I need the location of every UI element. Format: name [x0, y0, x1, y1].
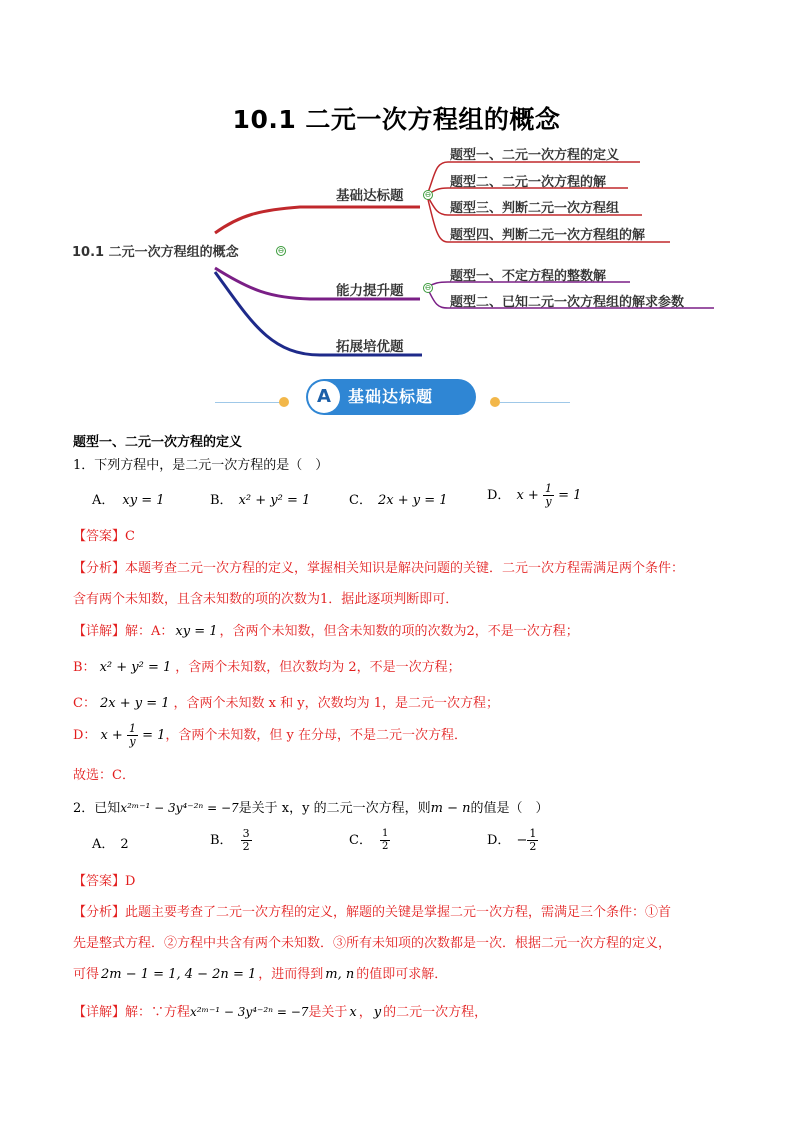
- q1-conclusion: 故选：C．: [73, 768, 135, 783]
- banner-dot-right: [490, 397, 500, 407]
- banner-line-right: [500, 402, 570, 403]
- q2-analysis-line1: 【分析】此题主要考查了二元一次方程的定义，解题的关键是掌握二元一次方程，需满足三个条件：①首: [73, 905, 672, 920]
- mindmap-leaf: 题型二、已知二元一次方程组的解求参数: [450, 295, 685, 310]
- question-1-stem: 1．下列方程中，是二元一次方程的是（ ）: [73, 458, 329, 473]
- mindmap-branch-improve: 能力提升题: [336, 283, 404, 299]
- banner-label: 基础达标题: [348, 387, 434, 406]
- page-title: 10.1 二元一次方程组的概念: [232, 105, 561, 134]
- q1-answer: 【答案】C: [73, 529, 135, 544]
- q2-option-d: D． − $\frac{1}{2}$: [487, 827, 537, 853]
- mindmap-branch-extend: 拓展培优题: [336, 339, 404, 355]
- collapse-icon[interactable]: ⊖: [424, 283, 432, 292]
- q1-detail-b: B： x² + y² = 1 ，含两个未知数，但次数均为 2，不是一次方程；: [73, 660, 461, 675]
- q1-detail-c: C： 2x + y = 1 ，含两个未知数 x 和 y，次数均为 1，是二元一次方程；: [73, 696, 499, 711]
- q2-detail: 【详解】解：∵方程x²ᵐ⁻¹ − 3y⁴⁻²ⁿ = −7是关于 x ， y 的二元一次方程，: [73, 1005, 488, 1020]
- q2-option-c: C． $\frac{1}{2}$: [349, 828, 389, 852]
- q1-detail-d: D： x + $\frac{1}{y}$ = 1，含两个未知数，但 y 在分母，不是二元一次方程．: [73, 722, 467, 748]
- banner-line-left: [215, 402, 285, 403]
- q1-analysis-line2: 含有两个未知数，且含未知数的项的次数为1．据此逐项判断即可．: [73, 592, 459, 607]
- q1-detail-a: 【详解】解：A： xy = 1 ，含两个未知数，但含未知数的项的次数为2，不是一次方程；: [73, 624, 579, 639]
- section-heading: 题型一、二元一次方程的定义: [73, 435, 243, 450]
- q2-option-b: B． $\frac{3}{2}$: [210, 827, 250, 853]
- q1-analysis-line1: 【分析】本题考查二元一次方程的定义，掌握相关知识是解决问题的关键．二元一次方程需满足两个条件：: [73, 561, 685, 576]
- mindmap-branch-basic: 基础达标题: [336, 188, 404, 204]
- q1-option-c: C． 2x + y = 1: [349, 493, 448, 508]
- mindmap-leaf: 题型四、判断二元一次方程组的解: [450, 228, 646, 243]
- banner-letter: A: [308, 381, 340, 413]
- q1-option-d: D． x + $\frac{1}{y}$ = 1: [487, 482, 582, 508]
- mindmap-leaf: 题型二、二元一次方程的解: [450, 175, 607, 190]
- q2-analysis-line2: 先是整式方程．②方程中共含有两个未知数．③所有未知项的次数都是一次．根据二元一次方程的定义，: [73, 936, 672, 951]
- q2-answer: 【答案】D: [73, 874, 136, 889]
- collapse-icon[interactable]: ⊖: [424, 190, 432, 199]
- mindmap-root: 10.1 二元一次方程组的概念: [72, 245, 239, 260]
- q2-option-a: A． 2: [92, 837, 129, 852]
- q1-option-b: B． x² + y² = 1: [210, 493, 311, 508]
- q2-analysis-line3: 可得 2m − 1 = 1, 4 − 2n = 1 ，进而得到 m, n 的值即可求解．: [73, 967, 448, 982]
- collapse-icon[interactable]: ⊖: [277, 246, 285, 255]
- mindmap-leaf: 题型一、不定方程的整数解: [450, 269, 607, 284]
- q1-option-a: A． xy = 1: [92, 493, 165, 508]
- mindmap-leaf: 题型一、二元一次方程的定义: [450, 148, 620, 163]
- mindmap-leaf: 题型三、判断二元一次方程组: [450, 201, 620, 216]
- banner-dot-left: [279, 397, 289, 407]
- question-2-stem: 2．已知x²ᵐ⁻¹ − 3y⁴⁻²ⁿ = −7是关于 x，y 的二元一次方程，则m − n的值是（ ）: [73, 801, 549, 816]
